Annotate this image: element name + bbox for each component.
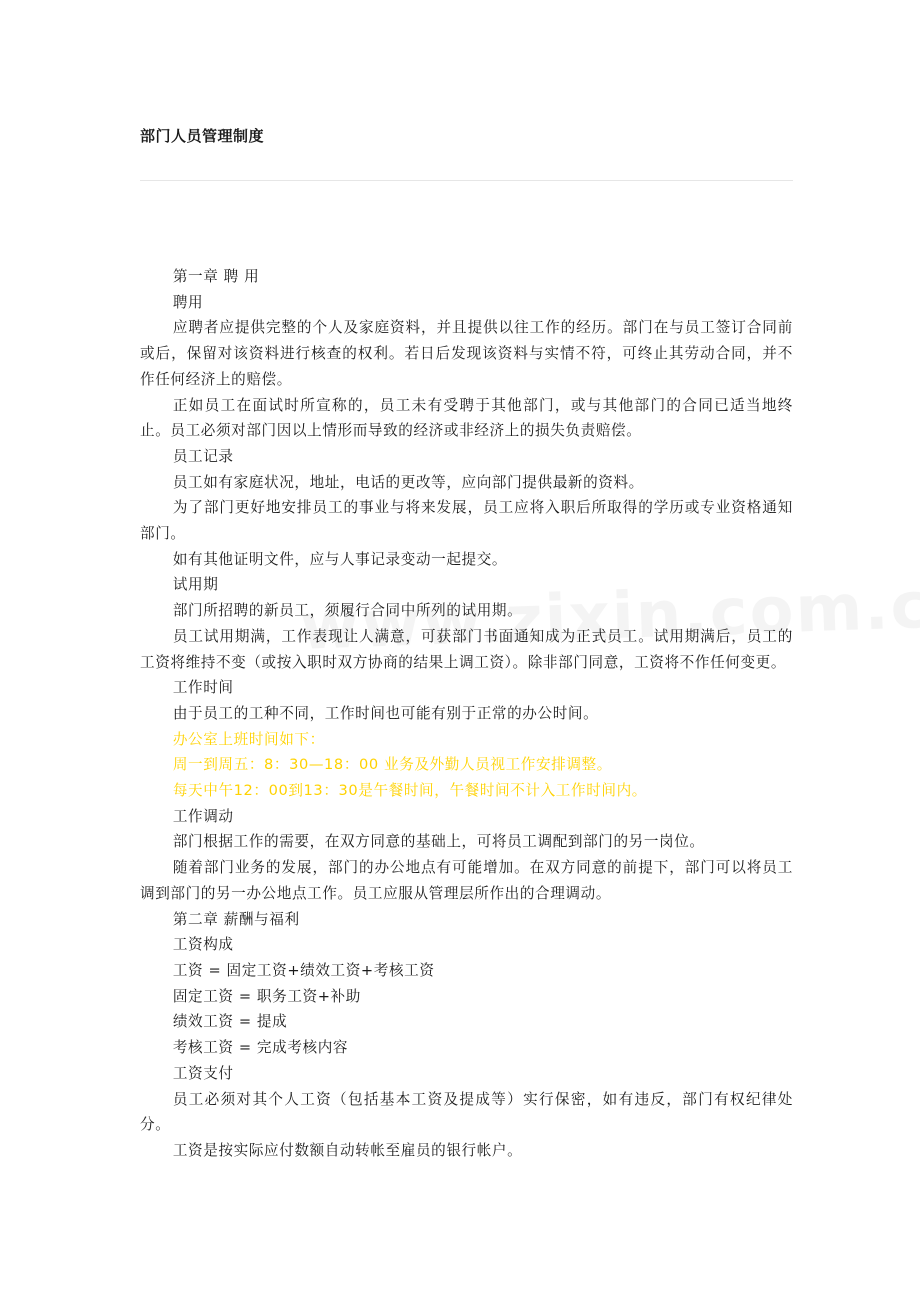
paragraph: 第一章 聘 用 [172, 268, 260, 285]
paragraph: 绩效工资 = 提成 [172, 1013, 288, 1031]
paragraph: 员工记录 [172, 447, 234, 465]
paragraph: 应聘者应提供完整的个人及家庭资料，并且提供以往工作的经历。部门在与员工签订合同前或后，保留对该资料进行核查的权利。若日后发现该资料与实情不符，可终止其劳动合同，并不作任何经济上的赔偿。 [140, 319, 793, 388]
paragraph: 第二章 薪酬与福利 [172, 910, 300, 928]
paragraph: 员工必须对其个人工资（包括基本工资及提成等）实行保密，如有违反，部门有权纪律处分。 [140, 1090, 793, 1134]
paragraph: 部门所招聘的新员工，须履行合同中所列的试用期。 [172, 602, 523, 620]
paragraph: 工资是按实际应付数额自动转帐至雇员的银行帐户。 [172, 1141, 523, 1159]
paragraph: 聘用 [172, 293, 204, 311]
paragraph: 考核工资 = 完成考核内容 [172, 1039, 349, 1057]
paragraph: 如有其他证明文件，应与人事记录变动一起提交。 [172, 550, 508, 568]
paragraph: 部门根据工作的需要，在双方同意的基础上，可将员工调配到部门的另一岗位。 [172, 833, 705, 851]
paragraph: 正如员工在面试时所宣称的，员工未有受聘于其他部门，或与其他部门的合同已适当地终止。员工必须对部门因以上情形而导致的经济或非经济上的损失负责赔偿。 [140, 396, 793, 440]
paragraph: 试用期 [172, 576, 219, 594]
paragraph: 固定工资 = 职务工资+补助 [172, 987, 361, 1005]
highlighted-paragraph: 每天中午12：00到13：30是午餐时间，午餐时间不计入工作时间内。 [172, 782, 647, 800]
paragraph: 员工试用期满，工作表现让人满意，可获部门书面通知成为正式员工。试用期满后，员工的工资将维持不变（或按入职时双方协商的结果上调工资）。除非部门同意，工资将不作任何变更。 [140, 627, 793, 671]
highlighted-paragraph: 周一到周五：8：30—18：00 业务及外勤人员视工作安排调整。 [172, 756, 612, 774]
paragraph: 员工如有家庭状况，地址，电话的更改等，应向部门提供最新的资料。 [172, 473, 644, 491]
paragraph: 工资构成 [172, 936, 234, 954]
title-divider [140, 180, 793, 181]
paragraph: 工资 = 固定工资+绩效工资+考核工资 [172, 961, 435, 979]
paragraph: 为了部门更好地安排员工的事业与将来发展，员工应将入职后所取得的学历或专业资格通知部门。 [140, 499, 793, 543]
highlighted-paragraph: 办公室上班时间如下： [172, 730, 325, 748]
document-body [140, 264, 793, 1164]
paragraph: 随着部门业务的发展，部门的办公地点有可能增加。在双方同意的前提下，部门可以将员工调到部门的另一办公地点工作。员工应服从管理层所作出的合理调动。 [140, 859, 793, 902]
paragraph: 工资支付 [172, 1064, 234, 1082]
document-title: 部门人员管理制度 [140, 127, 265, 145]
paragraph: 工作调动 [172, 807, 234, 825]
paragraph: 由于员工的工种不同，工作时间也可能有别于正常的办公时间。 [172, 704, 599, 722]
paragraph: 工作时间 [172, 679, 234, 697]
